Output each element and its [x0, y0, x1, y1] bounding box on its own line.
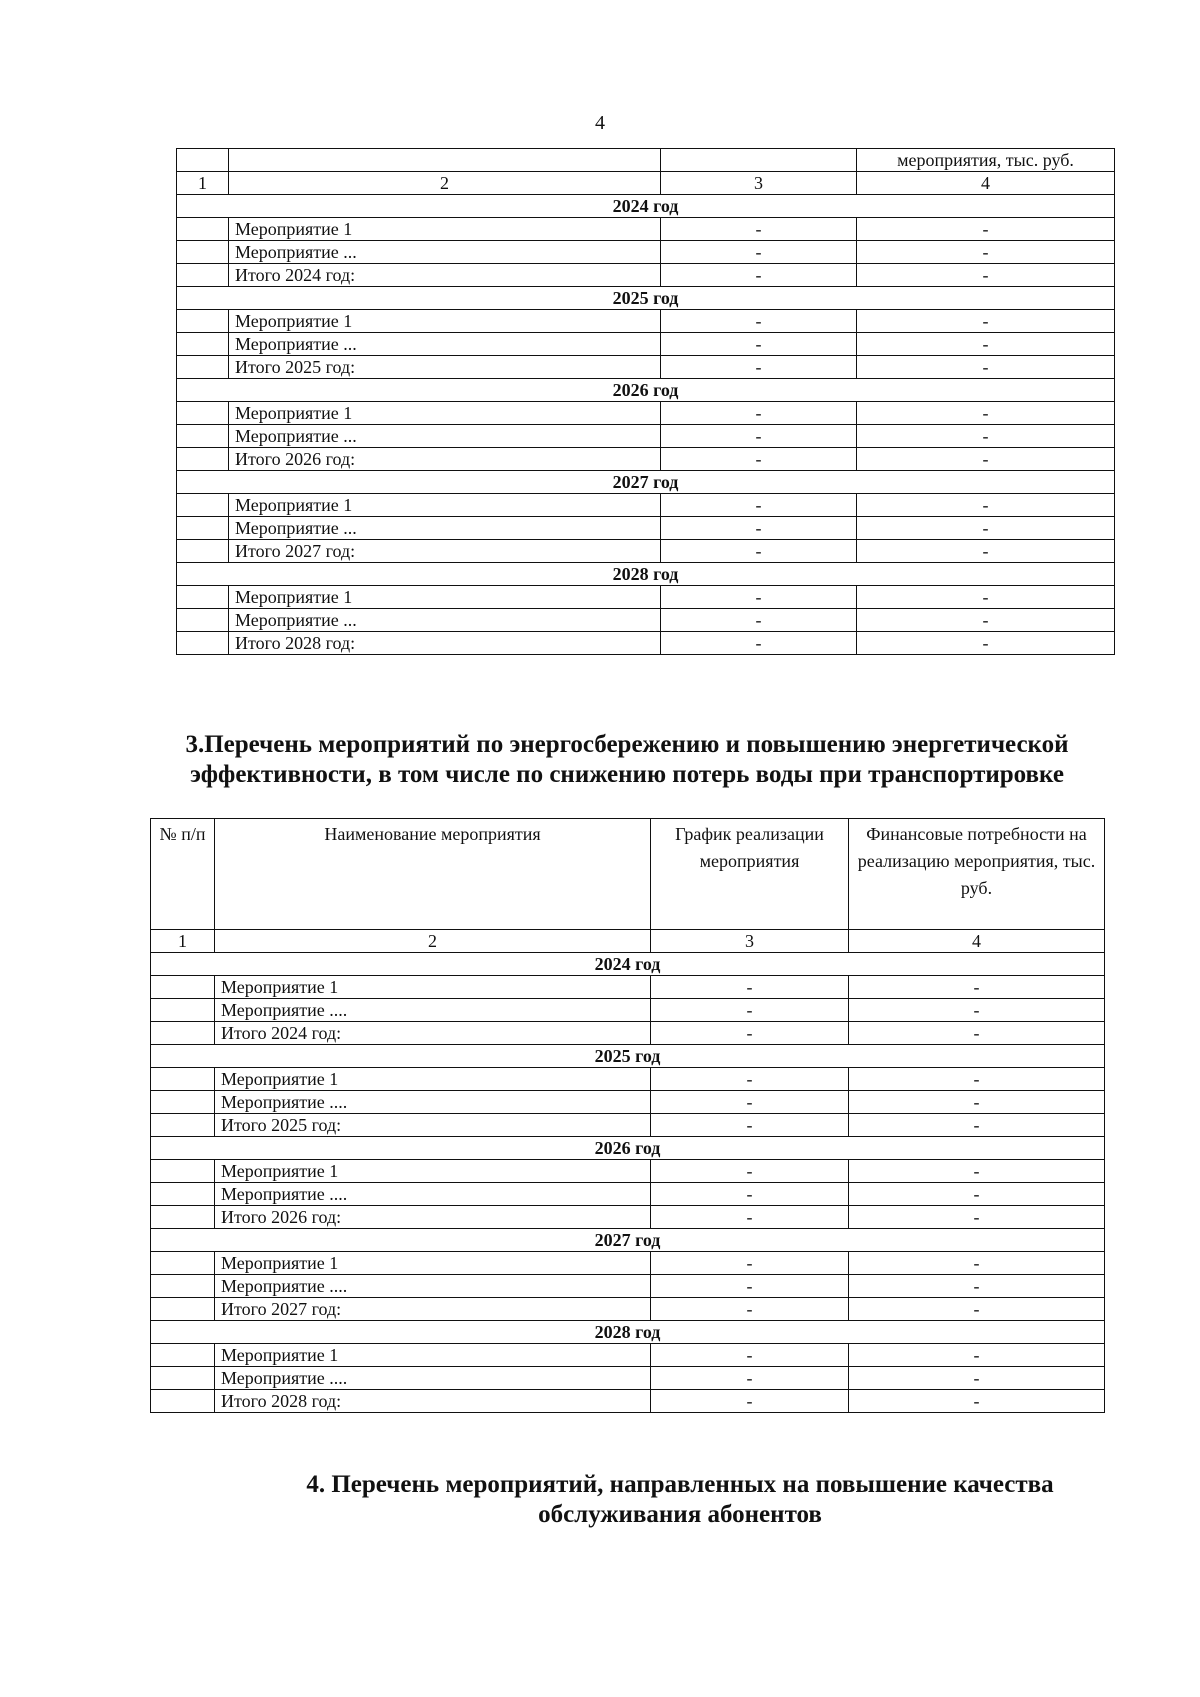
table-row [151, 976, 1105, 999]
table-row [177, 425, 1115, 448]
year-row [151, 953, 1105, 976]
table-row [151, 1390, 1105, 1413]
schedule-cell: - [661, 402, 857, 425]
measure-name-cell: Мероприятие ... [229, 333, 661, 356]
row-number-cell [177, 540, 229, 563]
table-row [177, 632, 1115, 655]
schedule-cell: - [661, 517, 857, 540]
schedule-cell: - [651, 1275, 849, 1298]
table-row [151, 1022, 1105, 1045]
row-number-cell [177, 218, 229, 241]
finance-cell: - [849, 1275, 1105, 1298]
finance-cell: - [849, 1298, 1105, 1321]
page-number: 4 [595, 112, 605, 134]
section-4-heading: 4. Перечень мероприятий, направленных на повышение качества обслуживания абонентов [306, 1471, 1054, 1528]
table-row [177, 310, 1115, 333]
row-number-cell [177, 494, 229, 517]
finance-cell: - [849, 1114, 1105, 1137]
schedule-cell: - [661, 540, 857, 563]
row-number-cell [151, 1183, 215, 1206]
header-cell-finance: Финансовые потребности на реализацию мероприятия, тыс. руб. [849, 819, 1105, 930]
schedule-cell: - [661, 609, 857, 632]
table-row [177, 264, 1115, 287]
year-heading: 2024 год [177, 195, 1115, 218]
schedule-cell: - [651, 1344, 849, 1367]
table-row [177, 241, 1115, 264]
finance-cell: - [857, 425, 1115, 448]
schedule-cell: - [651, 999, 849, 1022]
schedule-cell: - [651, 1068, 849, 1091]
year-heading: 2026 год [177, 379, 1115, 402]
row-number-cell [151, 999, 215, 1022]
row-number-cell [151, 1252, 215, 1275]
measure-name-cell: Мероприятие 1 [215, 1252, 651, 1275]
year-row [177, 195, 1115, 218]
finance-cell: - [849, 1390, 1105, 1413]
table-row [151, 1160, 1105, 1183]
finance-cell: - [857, 333, 1115, 356]
schedule-cell: - [661, 425, 857, 448]
schedule-cell: - [651, 1367, 849, 1390]
year-row [151, 1321, 1105, 1344]
table-continued-body [177, 149, 1115, 655]
row-number-cell [151, 1206, 215, 1229]
table-row [177, 517, 1115, 540]
schedule-cell: - [651, 1114, 849, 1137]
total-name-cell: Итого 2024 год: [229, 264, 661, 287]
finance-cell: - [857, 517, 1115, 540]
schedule-cell: - [661, 448, 857, 471]
table-header-row [151, 819, 1105, 930]
row-number-cell [151, 1298, 215, 1321]
header-cell-schedule: График реализации мероприятия [651, 819, 849, 930]
row-number-cell [177, 425, 229, 448]
row-number-cell [151, 1114, 215, 1137]
year-row [177, 471, 1115, 494]
table-row [177, 218, 1115, 241]
year-row [177, 379, 1115, 402]
column-number-cell: 3 [651, 930, 849, 953]
row-number-cell [177, 310, 229, 333]
table-row [151, 1091, 1105, 1114]
table-row [151, 1298, 1105, 1321]
finance-cell: - [849, 1183, 1105, 1206]
measure-name-cell: Мероприятие .... [215, 1183, 651, 1206]
year-row [151, 1229, 1105, 1252]
table-row [177, 333, 1115, 356]
measure-name-cell: Мероприятие 1 [215, 976, 651, 999]
column-number-cell: 3 [661, 172, 857, 195]
table-row [151, 1344, 1105, 1367]
section-3-heading: 3.Перечень мероприятий по энергосбережению и повышению энергетической эффективности, в том числе по снижению потерь воды при транспортировке [185, 731, 1069, 788]
header-cell [177, 149, 229, 172]
row-number-cell [177, 356, 229, 379]
measure-name-cell: Мероприятие .... [215, 1275, 651, 1298]
table-row [177, 356, 1115, 379]
table-row [177, 402, 1115, 425]
row-number-cell [177, 241, 229, 264]
column-number-cell: 2 [215, 930, 651, 953]
finance-cell: - [857, 540, 1115, 563]
schedule-cell: - [661, 218, 857, 241]
finance-cell: - [849, 1206, 1105, 1229]
table-row [177, 586, 1115, 609]
table-row [151, 1068, 1105, 1091]
header-cell: мероприятия, тыс. руб. [857, 149, 1115, 172]
schedule-cell: - [651, 1252, 849, 1275]
finance-cell: - [857, 356, 1115, 379]
table-row [151, 1183, 1105, 1206]
table-row [177, 448, 1115, 471]
table-row [177, 494, 1115, 517]
year-row [177, 563, 1115, 586]
measure-name-cell: Мероприятие .... [215, 1367, 651, 1390]
column-number-cell: 2 [229, 172, 661, 195]
measure-name-cell: Мероприятие 1 [215, 1160, 651, 1183]
measure-name-cell: Мероприятие ... [229, 241, 661, 264]
year-row [177, 287, 1115, 310]
row-number-cell [177, 448, 229, 471]
measure-name-cell: Мероприятие 1 [229, 586, 661, 609]
column-number-row [177, 172, 1115, 195]
row-number-cell [177, 333, 229, 356]
header-cell-number: № п/п [151, 819, 215, 930]
table-row [151, 1114, 1105, 1137]
table-row [151, 1275, 1105, 1298]
measure-name-cell: Мероприятие .... [215, 999, 651, 1022]
row-number-cell [177, 402, 229, 425]
total-name-cell: Итого 2028 год: [215, 1390, 651, 1413]
schedule-cell: - [661, 632, 857, 655]
row-number-cell [151, 1160, 215, 1183]
measure-name-cell: Мероприятие 1 [229, 218, 661, 241]
table-section-3 [150, 818, 1105, 1413]
finance-cell: - [857, 264, 1115, 287]
column-number-row [151, 930, 1105, 953]
row-number-cell [151, 976, 215, 999]
measure-name-cell: Мероприятие 1 [229, 494, 661, 517]
row-number-cell [151, 1068, 215, 1091]
year-heading: 2028 год [151, 1321, 1105, 1344]
total-name-cell: Итого 2025 год: [229, 356, 661, 379]
table-row [151, 1252, 1105, 1275]
schedule-cell: - [661, 310, 857, 333]
table-row [177, 609, 1115, 632]
total-name-cell: Итого 2025 год: [215, 1114, 651, 1137]
year-heading: 2027 год [151, 1229, 1105, 1252]
measure-name-cell: Мероприятие ... [229, 517, 661, 540]
row-number-cell [177, 517, 229, 540]
header-cell [229, 149, 661, 172]
year-row [151, 1137, 1105, 1160]
finance-cell: - [849, 1160, 1105, 1183]
schedule-cell: - [651, 1298, 849, 1321]
column-number-cell: 4 [849, 930, 1105, 953]
row-number-cell [151, 1367, 215, 1390]
total-name-cell: Итого 2027 год: [215, 1298, 651, 1321]
schedule-cell: - [651, 1206, 849, 1229]
year-heading: 2028 год [177, 563, 1115, 586]
schedule-cell: - [661, 356, 857, 379]
table-header-row [177, 149, 1115, 172]
finance-cell: - [857, 241, 1115, 264]
finance-cell: - [857, 402, 1115, 425]
row-number-cell [177, 609, 229, 632]
row-number-cell [151, 1022, 215, 1045]
column-number-cell: 4 [857, 172, 1115, 195]
measure-name-cell: Мероприятие .... [215, 1091, 651, 1114]
header-cell-name: Наименование мероприятия [215, 819, 651, 930]
finance-cell: - [849, 1022, 1105, 1045]
finance-cell: - [849, 976, 1105, 999]
finance-cell: - [849, 1252, 1105, 1275]
table-row [151, 1206, 1105, 1229]
schedule-cell: - [661, 241, 857, 264]
schedule-cell: - [661, 494, 857, 517]
year-heading: 2025 год [177, 287, 1115, 310]
measure-name-cell: Мероприятие 1 [229, 310, 661, 333]
schedule-cell: - [651, 1091, 849, 1114]
finance-cell: - [857, 448, 1115, 471]
finance-cell: - [849, 1091, 1105, 1114]
total-name-cell: Итого 2026 год: [229, 448, 661, 471]
year-heading: 2025 год [151, 1045, 1105, 1068]
finance-cell: - [857, 586, 1115, 609]
schedule-cell: - [651, 1160, 849, 1183]
measure-name-cell: Мероприятие ... [229, 425, 661, 448]
row-number-cell [151, 1390, 215, 1413]
total-name-cell: Итого 2024 год: [215, 1022, 651, 1045]
finance-cell: - [857, 310, 1115, 333]
finance-cell: - [857, 494, 1115, 517]
schedule-cell: - [661, 264, 857, 287]
measure-name-cell: Мероприятие ... [229, 609, 661, 632]
finance-cell: - [857, 632, 1115, 655]
total-name-cell: Итого 2028 год: [229, 632, 661, 655]
table-row [177, 540, 1115, 563]
schedule-cell: - [661, 333, 857, 356]
total-name-cell: Итого 2027 год: [229, 540, 661, 563]
year-heading: 2026 год [151, 1137, 1105, 1160]
table-section-3-body [151, 819, 1105, 1413]
column-number-cell: 1 [151, 930, 215, 953]
schedule-cell: - [661, 586, 857, 609]
finance-cell: - [857, 218, 1115, 241]
year-heading: 2027 год [177, 471, 1115, 494]
schedule-cell: - [651, 976, 849, 999]
finance-cell: - [849, 999, 1105, 1022]
row-number-cell [177, 264, 229, 287]
measure-name-cell: Мероприятие 1 [215, 1068, 651, 1091]
measure-name-cell: Мероприятие 1 [229, 402, 661, 425]
header-cell [661, 149, 857, 172]
row-number-cell [177, 586, 229, 609]
schedule-cell: - [651, 1022, 849, 1045]
table-continued [176, 148, 1115, 655]
table-row [151, 999, 1105, 1022]
finance-cell: - [849, 1068, 1105, 1091]
total-name-cell: Итого 2026 год: [215, 1206, 651, 1229]
finance-cell: - [857, 609, 1115, 632]
row-number-cell [151, 1275, 215, 1298]
row-number-cell [151, 1344, 215, 1367]
schedule-cell: - [651, 1390, 849, 1413]
year-row [151, 1045, 1105, 1068]
year-heading: 2024 год [151, 953, 1105, 976]
finance-cell: - [849, 1344, 1105, 1367]
measure-name-cell: Мероприятие 1 [215, 1344, 651, 1367]
table-row [151, 1367, 1105, 1390]
row-number-cell [177, 632, 229, 655]
row-number-cell [151, 1091, 215, 1114]
column-number-cell: 1 [177, 172, 229, 195]
finance-cell: - [849, 1367, 1105, 1390]
schedule-cell: - [651, 1183, 849, 1206]
